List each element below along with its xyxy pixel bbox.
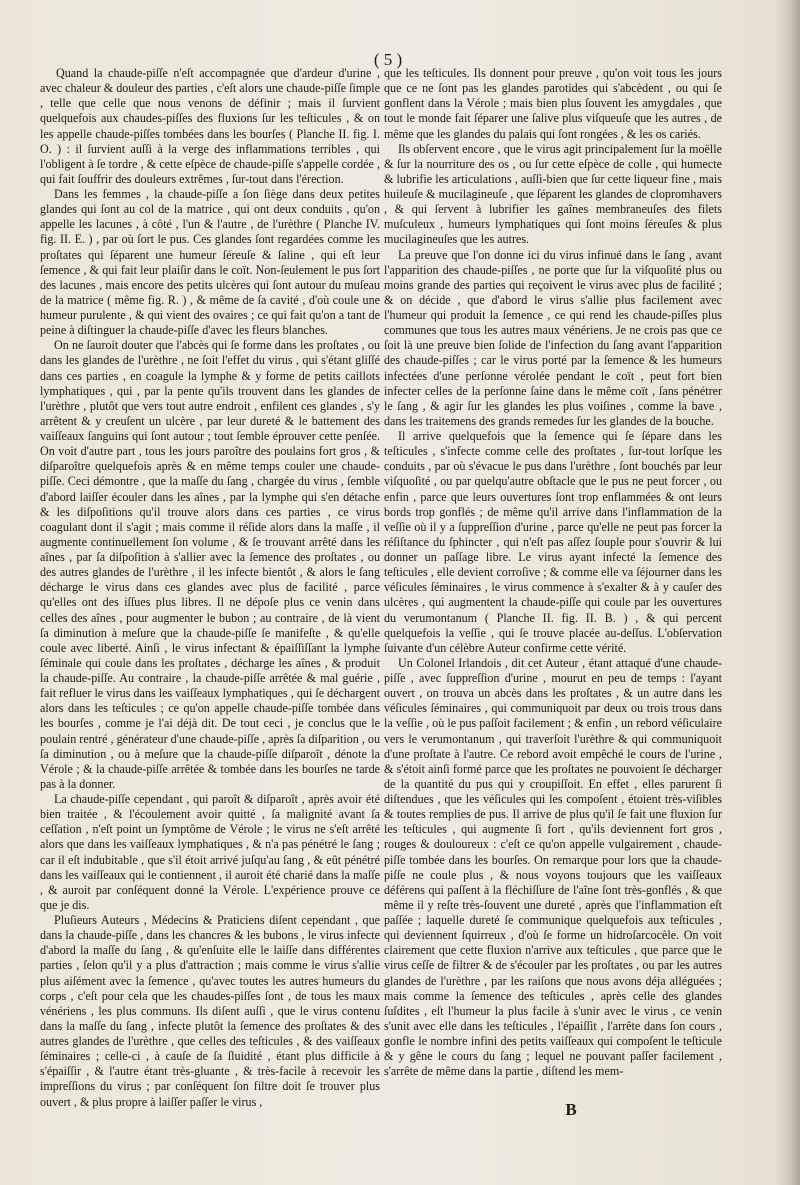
page-binding-shadow <box>774 0 800 1185</box>
paragraph: La chaude-piſſe cependant , qui paroît & diſparoît , après avoir été bien traitée , & l'écoulement avoir quitté , ſa malignité avant ſa ceſſation , n'eſt point un ſymptôme de Vérole ; le virus ne s'eſt arrêté alors que dans les vaiſſeaux lymphatiques , & n'a pas pénétré le ſang ; car il eſt indubitable , que s'il étoit arrivé juſqu'au ſang , & eût pénétré dans les vaiſſeaux qui le contiennent , il auroit été charié dans la maſſe , & auroit par conſéquent donné la Vérole. L'expérience prouve ce que je dis. <box>40 792 380 912</box>
paragraph: Ils obſervent encore , que le virus agit principalement ſur la moëlle & ſur la nourriture des os , ou ſur cette eſpèce de colle , qui humecte & lubrifie les articulations , auſſi-bien que ſur cette liqueur fine , mais huileuſe & mucilagineuſe , que ſéparent les glandes de clopromhavers , & qui ſervent à lubrifier les gaînes membraneuſes des filets muſculeux , humeurs lymphatiques qui ſont moins ſéreuſes & plus mucilagineuſes que les autres. <box>384 141 722 247</box>
paragraph: Il arrive quelquefois que la ſemence qui ſe ſépare dans les teſticules , s'infecte comme celle des proſtates , ſur-tout lorſque les conduits , par où s'évacue le pus dans l'urèthre , ſont bouchés par leur viſquoſité , ou par quelqu'autre obſtacle que le pus ne peut forcer , ou enfin , parce que leurs ouvertures ſont trop enflammées & ont leurs bords trop gonflés ; de même qu'il arrive dans l'inflammation de la veſſie où il y a ſuppreſſion d'urine , parce qu'elle ne peut pas forcer la réſiſtance du ſphincter , qui n'eſt pas aſſez ſouple pour s'ouvrir & lui donner un paſſage libre. Le virus ayant infecté la ſemence des teſticules , elle devient corroſive ; & comme elle va ſéjourner dans les véſicules ſéminaires , le virus commence à s'exalter & à y cauſer des ulcères , qui augmentent la chaude-piſſe qui coule par les ouvertures du verumontanum ( Planche II. fig. II. B. ) , & qui percent quelquefois la veſſie , qui ſe trouve placée au-deſſus. L'obſervation ſuivante d'un célèbre Auteur confirme cette vérité. <box>384 429 722 655</box>
right-column <box>384 66 722 1079</box>
paragraph: La preuve que l'on donne ici du virus infinué dans le ſang , avant l'apparition des chaude-piſſes , ne porte que ſur la viſquoſité plus ou moins grande des parties qui reçoivent le virus avec plus de facilité ; & on décide , que d'abord le virus s'allie plus facilement avec l'humeur qui produit la ſemence , ce qui rend les chaude-piſſes plus communes que tous les autres maux vénériens. Je ne crois pas que ce ſoit là une preuve bien ſolide de l'infection du ſang avant l'apparition des chaude-piſſes ; car le virus porté par la ſemence & les humeurs infectées d'une perſonne vérolée pendant le coït , peut fort bien infecter celles de la perſonne ſaine dans le même coït , ſans pénétrer le ſang , & agir ſur les glandes les plus voiſines , comme la bave , dans les traitemens des grands remedes ſur les glandes de la bouche. <box>384 247 722 428</box>
left-column <box>40 66 380 1110</box>
paragraph: Un Colonel Irlandois , dit cet Auteur , étant attaqué d'une chaude-piſſe , avec ſuppreſſion d'urine , mourut en peu de temps : l'ayant ouvert , on trouva un abcès dans les proſtates , & un autre dans les véſicules ſéminaires , qui communiquoit par deux ou trois trous dans la veſſie , où le pus paſſoit facilement ; & enfin , un rebord véſiculaire vers le verumontanum , qui traverſoit l'urèthre & qui communiquoit d'une proſtate à l'autre. Ce rebord avoit empêché le cours de l'urine , & s'étoit ainſi formé parce que les proſtates ne pouvoient ſe décharger de la quantité du pus qui y croupiſſoit. En effet , elles parurent ſi diſtendues , que les véſicules qui les compoſent , étoient très-viſibles & toutes remplies de pus. Il arrive de plus qu'il ſe fait une fluxion ſur les teſticules , qui augmente ſi fort , qu'ils deviennent fort gros , rouges & douloureux : c'eſt ce qu'on appelle vulgairement , chaude-piſſe tombée dans les bourſes. On remarque pour lors que la chaude-piſſe ne coule plus , & nous voyons toujours que les vaiſſeaux déférens qui paſſent à la fléchiſſure de l'aîne ſont très-gonflés , & que même il y reſte très-ſouvent une dureté , après que l'inflammation eſt paſſée ; laquelle dureté ſe communique quelquefois aux teſticules , qui deviennent ſquirreux , d'où ſe forme un hidroſarcocèle. On voit clairement que cette fluxion n'arrive aux teſticules , que parce que le virus ceſſe de filtrer & de s'écouler par les proſtates , ou par les autres glandes de l'urèthre , par les raiſons que nous avons déja alléguées ; mais comme la ſemence des teſticules , après celle des glandes ſuſdites , eſt l'humeur la plus facile à s'unir avec le virus , ce venin s'unit avec elle dans les teſticules , l'épaiſſit , l'arrête dans ſon cours , gonfle le nombre infini des petits vaiſſeaux qui compoſent le teſticule & y gêne le cours du ſang ; lequel ne pouvant paſſer facilement , s'arrête de même dans la partie , diſtend les mem- <box>384 655 722 1079</box>
paragraph: que les teſticules. Ils donnent pour preuve , qu'on voit tous les jours que ce ne ſont pas les glandes parotides qui s'abcèdent , ou qui ſe gonflent dans la Vérole ; mais bien plus ſouvent les amygdales , que tout le monde fait ſéparer une ſalive plus viſqueuſe que les autres , de même que les glandes du palais qui ſont rongées , & les os cariés. <box>384 66 722 141</box>
page-number: ( 5 ) <box>373 50 403 69</box>
paragraph: Pluſieurs Auteurs , Médecins & Praticiens diſent cependant , que dans la chaude-piſſe , dans les chancres & les bubons , le virus infecte d'abord la maſſe du ſang , & qu'enſuite elle le laiſſe dans différentes parties , ſelon qu'il y a plus d'attraction ; mais comme le virus s'allie plus aiſément avec la ſemence , qu'avec toutes les autres humeurs du corps , c'eſt pour cela que les chaudes-piſſes ſont , de tous les maux vénériens , les plus communs. Ils diſent auſſi , que le virus contenu dans la maſſe du ſang , infecte plutôt la ſemence des proſtates & des autres glandes de l'urèthre , que celles des teſticules , & des vaiſſeaux ſéminaires ; celle-ci , à cauſe de ſa ſluidité , étant plus difficile à s'épaiſſir , & l'autre étant très-gluante , & très-facile à recevoir les impreſſions du virus ; par conſéquent ſon filtre doit ſe trouver plus ouvert , & plus propre à laiſſer paſſer le virus , <box>40 913 380 1109</box>
paragraph: On ne ſauroit douter que l'abcès qui ſe forme dans les proſtates , ou dans les glandes de l'urèthre , ne ſoit l'effet du virus , qui s'étant gliſſé dans ces parties , en coagule la lymphe & y forme de petits caillots lymphatiques , qui , par la pente qu'ils trouvent dans les glandes de l'urèthre , plutôt que vers tout autre endroit , enfilent ces glandes , s'y arrêtent & y creuſent un ulcère , par leur dureté & le battement des vaiſſeaux ſanguins qui ſont autour ; tout ſemble éprouver cette penſée. On voit d'autre part , tous les jours paroître des poulains fort gros , & diſparoître quelquefois après & en même temps couler une chaude-piſſe. Ceci démontre , que la maſſe du ſang , chargée du virus , ſemble d'abord laiſſer écouler dans les aînes , par la lymphe qui s'en détache & les diſpoſitions qu'il trouve alors dans ces parties , ce virus coagulant dont il s'agit ; mais comme il réſide alors dans la maſſe , il augmente continuellement ſon volume , & ſe trouvant arrêté dans les aînes , par ſa diſpoſition à s'allier avec la ſemence des proſtates , ou des autres glandes de l'urèthre , il les infecte bientôt , & alors le ſang décharge le virus dans ces glandes avec plus de facilité , parce qu'elles ont des iſſues plus libres. Il ne dépoſe plus ce venin dans celles des aînes , pour augmenter le bubon ; au contraire , de là vient ſa diminution à meſure que la chaude-piſſe ſe manifeſte , & qu'elle coule avec liberté. Ainſi , le virus infectant & épaiſſiſſant la lymphe ſéminale qui coule dans les proſtates , décharge les aînes , & produit la chaude-piſſe. Au contraire , la chaude-piſſe arrêtée & mal guérie , fait refluer le virus dans les vaiſſeaux lymphatiques , qui ſe déchargent alors dans les teſticules ; ce qu'on appelle chaude-piſſe tombée dans les bourſes , comme je l'ai déjà dit. De tout ceci , je conclus que le poulain rentré , générateur d'une chaude-piſſe , après ſa diſparition , ou ſa diminution , ou à meſure que la chaude-piſſe diſparoît , dénote la Vérole ; & la chaude-piſſe arrêtée & tombée dans les bourſes ne tarde pas à la donner. <box>40 338 381 791</box>
paragraph: Quand la chaude-piſſe n'eſt accompagnée que d'ardeur d'urine , avec chaleur & douleur des parties , c'eſt alors une chaude-piſſe ſimple , telle que celle que nous venons de définir ; mais il ſurvient quelquefois aux chaudes-piſſes des fluxions ſur les teſticules , & on les appelle chaude-piſſes tombées dans les bourſes ( Planche II. fig. I. O. ) : il ſurvient auſſi à la verge des inflammations terribles , qui l'obligent à ſe tordre , & cette eſpèce de chaude-piſſe s'appelle cordée , qui fait ſouffrir des douleurs extrêmes , ſur-tout dans l'érection. <box>40 66 380 186</box>
paragraph: Dans les femmes , la chaude-piſſe a ſon ſiège dans deux petites glandes qui ſont au col de la matrice , qui ont deux conduits , qu'on appelle les lacunes , à côté , l'un & l'autre , de l'urèthre ( Planche IV. fig. II. E. ) , par où ſort le pus. Ces glandes ſont regardées comme les proſtates qui ſéparent une humeur ſéreuſe & ſaline , qui eſt leur ſemence , & qui fait leur plaiſir dans le coït. Non-ſeulement le pus ſort des lacunes , mais encore des petits ulcères qui ſont autour du muſeau de la matrice ( même fig. R. ) , & même de ſa cavité , d'où coule une humeur purulente , & qui vient des ovaires ; ce qui fait qu'on a tant de peine à diſtinguer la chaude-piſſe d'avec les fleurs blanches. <box>40 187 380 338</box>
signature-mark: B <box>565 1100 577 1119</box>
